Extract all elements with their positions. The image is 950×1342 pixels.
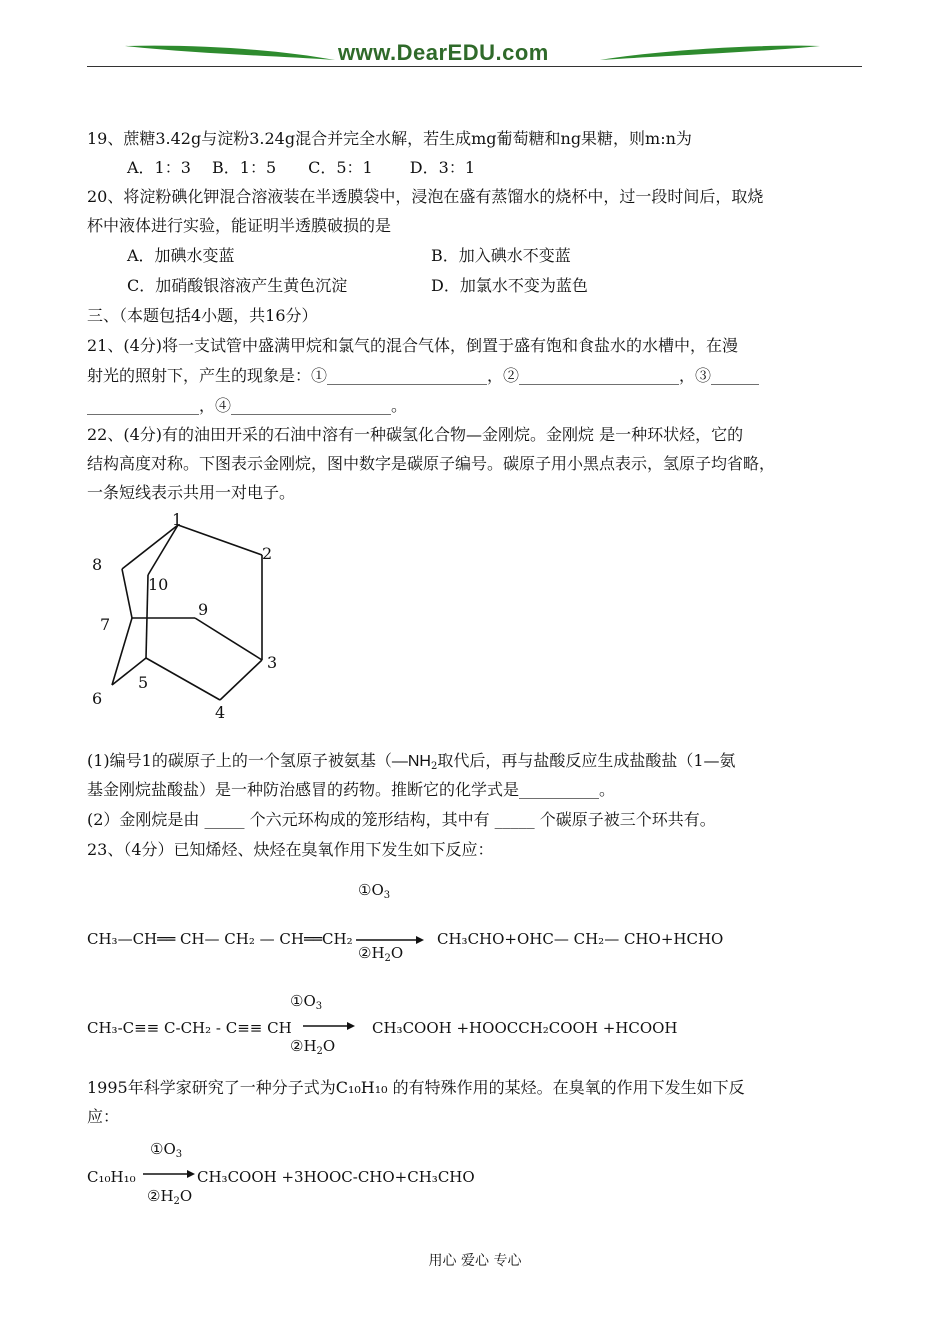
q20-option-c: C．加硝酸银溶液产生黄色沉淀 (127, 276, 348, 295)
section-3-heading: 三、（本题包括4小题，共16分） (87, 306, 318, 325)
r2-cond-top: $①O_3$ (290, 992, 323, 1012)
r3-reactant: C₁₀H₁₀ (87, 1168, 136, 1186)
q22-sub1-line1 (87, 751, 736, 777)
q20-stem-line2: 杯中液体进行实验，能证明半透膜破损的是 (87, 216, 392, 235)
q23-para-line1: 1995年科学家研究了一种分子式为C₁₀H₁₀ 的有特殊作用的某烃。在臭氧的作用下发生如下反 (87, 1078, 745, 1097)
q20-option-d: D．加氯水不变为蓝色 (431, 276, 588, 295)
r1-reactant: CH₃—CH══ CH— CH₂ — CH══CH₂ (87, 930, 353, 948)
r3-products: CH₃COOH +3HOOC-CHO+CH₃CHO (197, 1168, 475, 1186)
adamantane-diagram (80, 505, 320, 725)
q20-option-b: B．加入碘水不变蓝 (431, 246, 571, 265)
r3-cond-bottom: $②H_2O$ (147, 1187, 193, 1207)
q19-stem: 19、蔗糖3.42g与淀粉3.24g混合并完全水解，若生成mg葡萄糖和ng果糖，则m:n为 (87, 129, 692, 148)
carbon-label-4: 4 (215, 703, 226, 722)
r3-arrow (143, 1168, 203, 1180)
q23-para-line2: 应： (87, 1107, 120, 1126)
q22-line3: 一条短线表示共用一对电子。 (87, 483, 296, 502)
carbon-label-2: 2 (262, 544, 273, 563)
r1-cond-bottom: $②H_2O$ (358, 944, 404, 964)
carbon-label-7: 7 (100, 615, 111, 634)
carbon-label-8: 8 (92, 555, 103, 574)
header-rule (87, 66, 862, 67)
r1-products: CH₃CHO+OHC— CH₂— CHO+HCHO (437, 930, 724, 948)
q22-sub2: (2）金刚烷是由 _____ 个六元环构成的笼形结构，其中有 _____ 个碳原子被三个环共有。 (87, 810, 716, 829)
r2-reactant: CH₃-C≡≡ C-CH₂ - C≡≡ CH (87, 1019, 292, 1037)
q21-line1: 21、(4分)将一支试管中盛满甲烷和氯气的混合气体，倒置于盛有饱和食盐水的水槽中，在漫 (87, 336, 739, 355)
carbon-label-6: 6 (92, 689, 103, 708)
q22-line2: 结构高度对称。下图表示金刚烷，图中数字是碳原子编号。碳原子用小黑点表示，氢原子均省略， (87, 454, 776, 473)
q22-sub1-line2: 基金刚烷盐酸盐）是一种防治感冒的药物。推断它的化学式是__________。 (87, 780, 616, 799)
q21-line3: ______________，④____________________。 (87, 396, 408, 415)
q22-sub1-text-b: 取代后，再与盐酸反应生成盐酸盐（1—氨 (437, 751, 736, 770)
q19-options: A．1：3 B．1：5 C．5：1 D．3：1 (127, 158, 475, 177)
q20-stem-line1: 20、将淀粉碘化钾混合溶液装在半透膜袋中，浸泡在盛有蒸馏水的烧杯中，过一段时间后，取烧 (87, 187, 764, 206)
q21-line2: 射光的照射下，产生的现象是：①____________________，②____________________，③______ (87, 366, 760, 385)
carbon-label-5: 5 (138, 673, 149, 692)
carbon-label-3: 3 (267, 653, 278, 672)
amino-subscript: 2 (430, 761, 438, 772)
q22-line1: 22、(4分)有的油田开采的石油中溶有一种碳氢化合物—金刚烷。金刚烷 是一种环状烃，它的 (87, 425, 744, 444)
q20-option-a: A．加碘水变蓝 (127, 246, 235, 265)
carbon-label-10: 10 (148, 575, 169, 594)
page-footer: 用心 爱心 专心 (428, 1253, 522, 1269)
r3-cond-top: $①O_3$ (150, 1140, 183, 1160)
q23-stem: 23、（4分）已知烯烃、炔烃在臭氧作用下发生如下反应： (87, 840, 494, 859)
carbon-label-9: 9 (198, 600, 209, 619)
r2-arrow (303, 1020, 363, 1032)
r1-cond-top: $①O_3$ (358, 881, 391, 901)
r2-cond-bottom: $②H_2O$ (290, 1037, 336, 1057)
carbon-label-1: 1 (172, 510, 183, 529)
amino-group: —NH (391, 753, 431, 770)
r2-products: CH₃COOH +HOOCCH₂COOH +HCOOH (372, 1019, 678, 1037)
site-logo[interactable]: www.DearEDU.com (338, 40, 549, 65)
q22-sub1-text-a: (1)编号1的碳原子上的一个氢原子被氨基（ (87, 751, 392, 770)
